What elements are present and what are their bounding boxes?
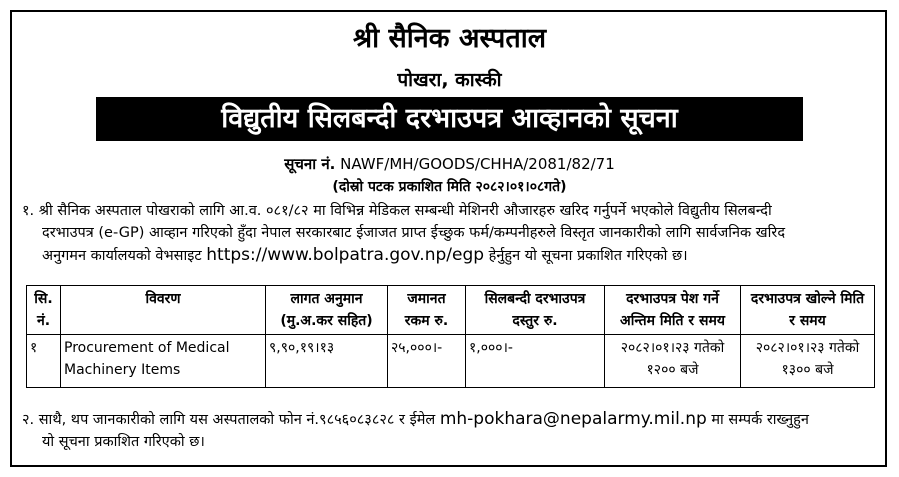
table-header-row [27,286,875,335]
paragraph-1 [22,200,882,267]
header-opening-date: दरभाउपत्र खोल्ने मिति र समय [741,286,875,335]
notice-banner: विद्युतीय सिलबन्दी दरभाउपत्र आव्हानको सूचना [96,97,803,141]
header-bid-bond: जमानत रकम रु. [388,286,466,335]
cell-cost-estimate: ९,९०,१९।१३ [266,335,388,388]
paragraph-2-line-1 [22,408,882,431]
notice-reference [0,154,899,174]
cell-opening-date: २०८२।०१।२३ गतेको १३०० बजे [741,335,875,388]
reference-value: NAWF/MH/GOODS/CHHA/2081/82/71 [340,155,615,173]
location-subtitle: पोखरा, कास्की [397,69,502,91]
cell-submission-deadline: २०८२।०१।२३ गतेको १२०० बजे [605,335,741,388]
paragraph-1-line-2: दरभाउपत्र (e-GP) आव्हान गरिएको हुँदा नेपाल सरकारबाट ईजाजत प्राप्त ईच्छुक फर्म/कम्पनीहरुले विस्तृत जानकारीको लागि सार्वजनिक खरिद [42,225,786,241]
paragraph-2 [22,408,882,453]
header-description: विवरण [61,286,266,335]
paragraph-1-line-3-start: अनुगमन कार्यालयको वेभसाइट [42,248,207,264]
reference-label: सूचना नं. [284,155,336,173]
paragraph-2-line-1-end: मा सम्पर्क राख्नुहुन [706,412,809,428]
contact-email[interactable]: mh-pokhara@nepalarmy.mil.np [439,409,707,429]
paragraph-1-line-1: १. श्री सैनिक अस्पताल पोखराको लागि आ.व. ०८१/८२ मा विभिन्न मेडिकल सम्बन्धी मेशिनरी औजारहरु खरिद गर्नुपर्ने भएकोले विद्युतीय सिलबन्दी [22,203,772,219]
cell-sn: १ [27,335,61,388]
hospital-title: श्री सैनिक अस्पताल [352,23,547,54]
paragraph-1-line-3-end: हेर्नुहुन यो सूचना प्रकाशित गरिएको छ। [484,248,688,264]
paragraph-2-line-2: यो सूचना प्रकाशित गरिएको छ। [42,434,205,450]
paragraph-1-line-3 [22,244,882,267]
header-sn: सि. नं. [27,286,61,335]
cell-bid-fee: १,०००।- [466,335,605,388]
cell-description: Procurement of Medical Machinery Items [61,335,266,388]
tender-table [26,285,875,388]
bolpatra-url[interactable]: https://www.bolpatra.gov.np/egp [206,245,485,265]
cell-bid-bond: २५,०००।- [388,335,466,388]
header-submission-deadline: दरभाउपत्र पेश गर्ने अन्तिम मिति र समय [605,286,741,335]
paragraph-2-line-1-start: २. साथै, थप जानकारीको लागि यस अस्पतालको फोन नं.९८५६०८३८२८ र ईमेल [22,412,440,428]
table-row [27,335,875,388]
publication-date: (दोस्रो पटक प्रकाशित मिति २०८२।०१।०८गते) [332,179,567,195]
header-bid-fee: सिलबन्दी दरभाउपत्र दस्तुर रु. [466,286,605,335]
header-cost-estimate: लागत अनुमान (मु.अ.कर सहित) [266,286,388,335]
